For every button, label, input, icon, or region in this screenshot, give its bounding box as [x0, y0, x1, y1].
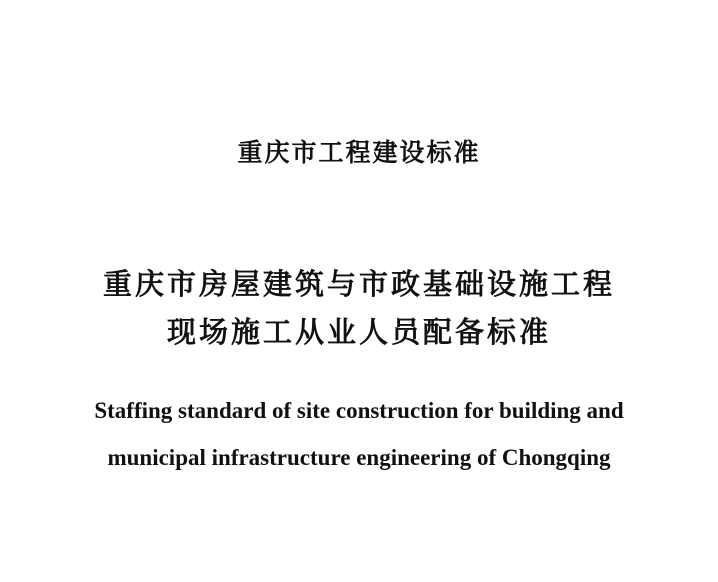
- chinese-title-line-1: 重庆市房屋建筑与市政基础设施工程: [102, 267, 615, 301]
- chinese-title-line-2: 现场施工从业人员配备标准: [166, 315, 551, 349]
- english-title-line-1: Staffing standard of site construction for building and: [94, 398, 624, 423]
- standard-series-heading: 重庆市工程建设标准: [237, 138, 481, 167]
- english-title-line-2: municipal infrastructure engineering of Chongqing: [107, 445, 611, 470]
